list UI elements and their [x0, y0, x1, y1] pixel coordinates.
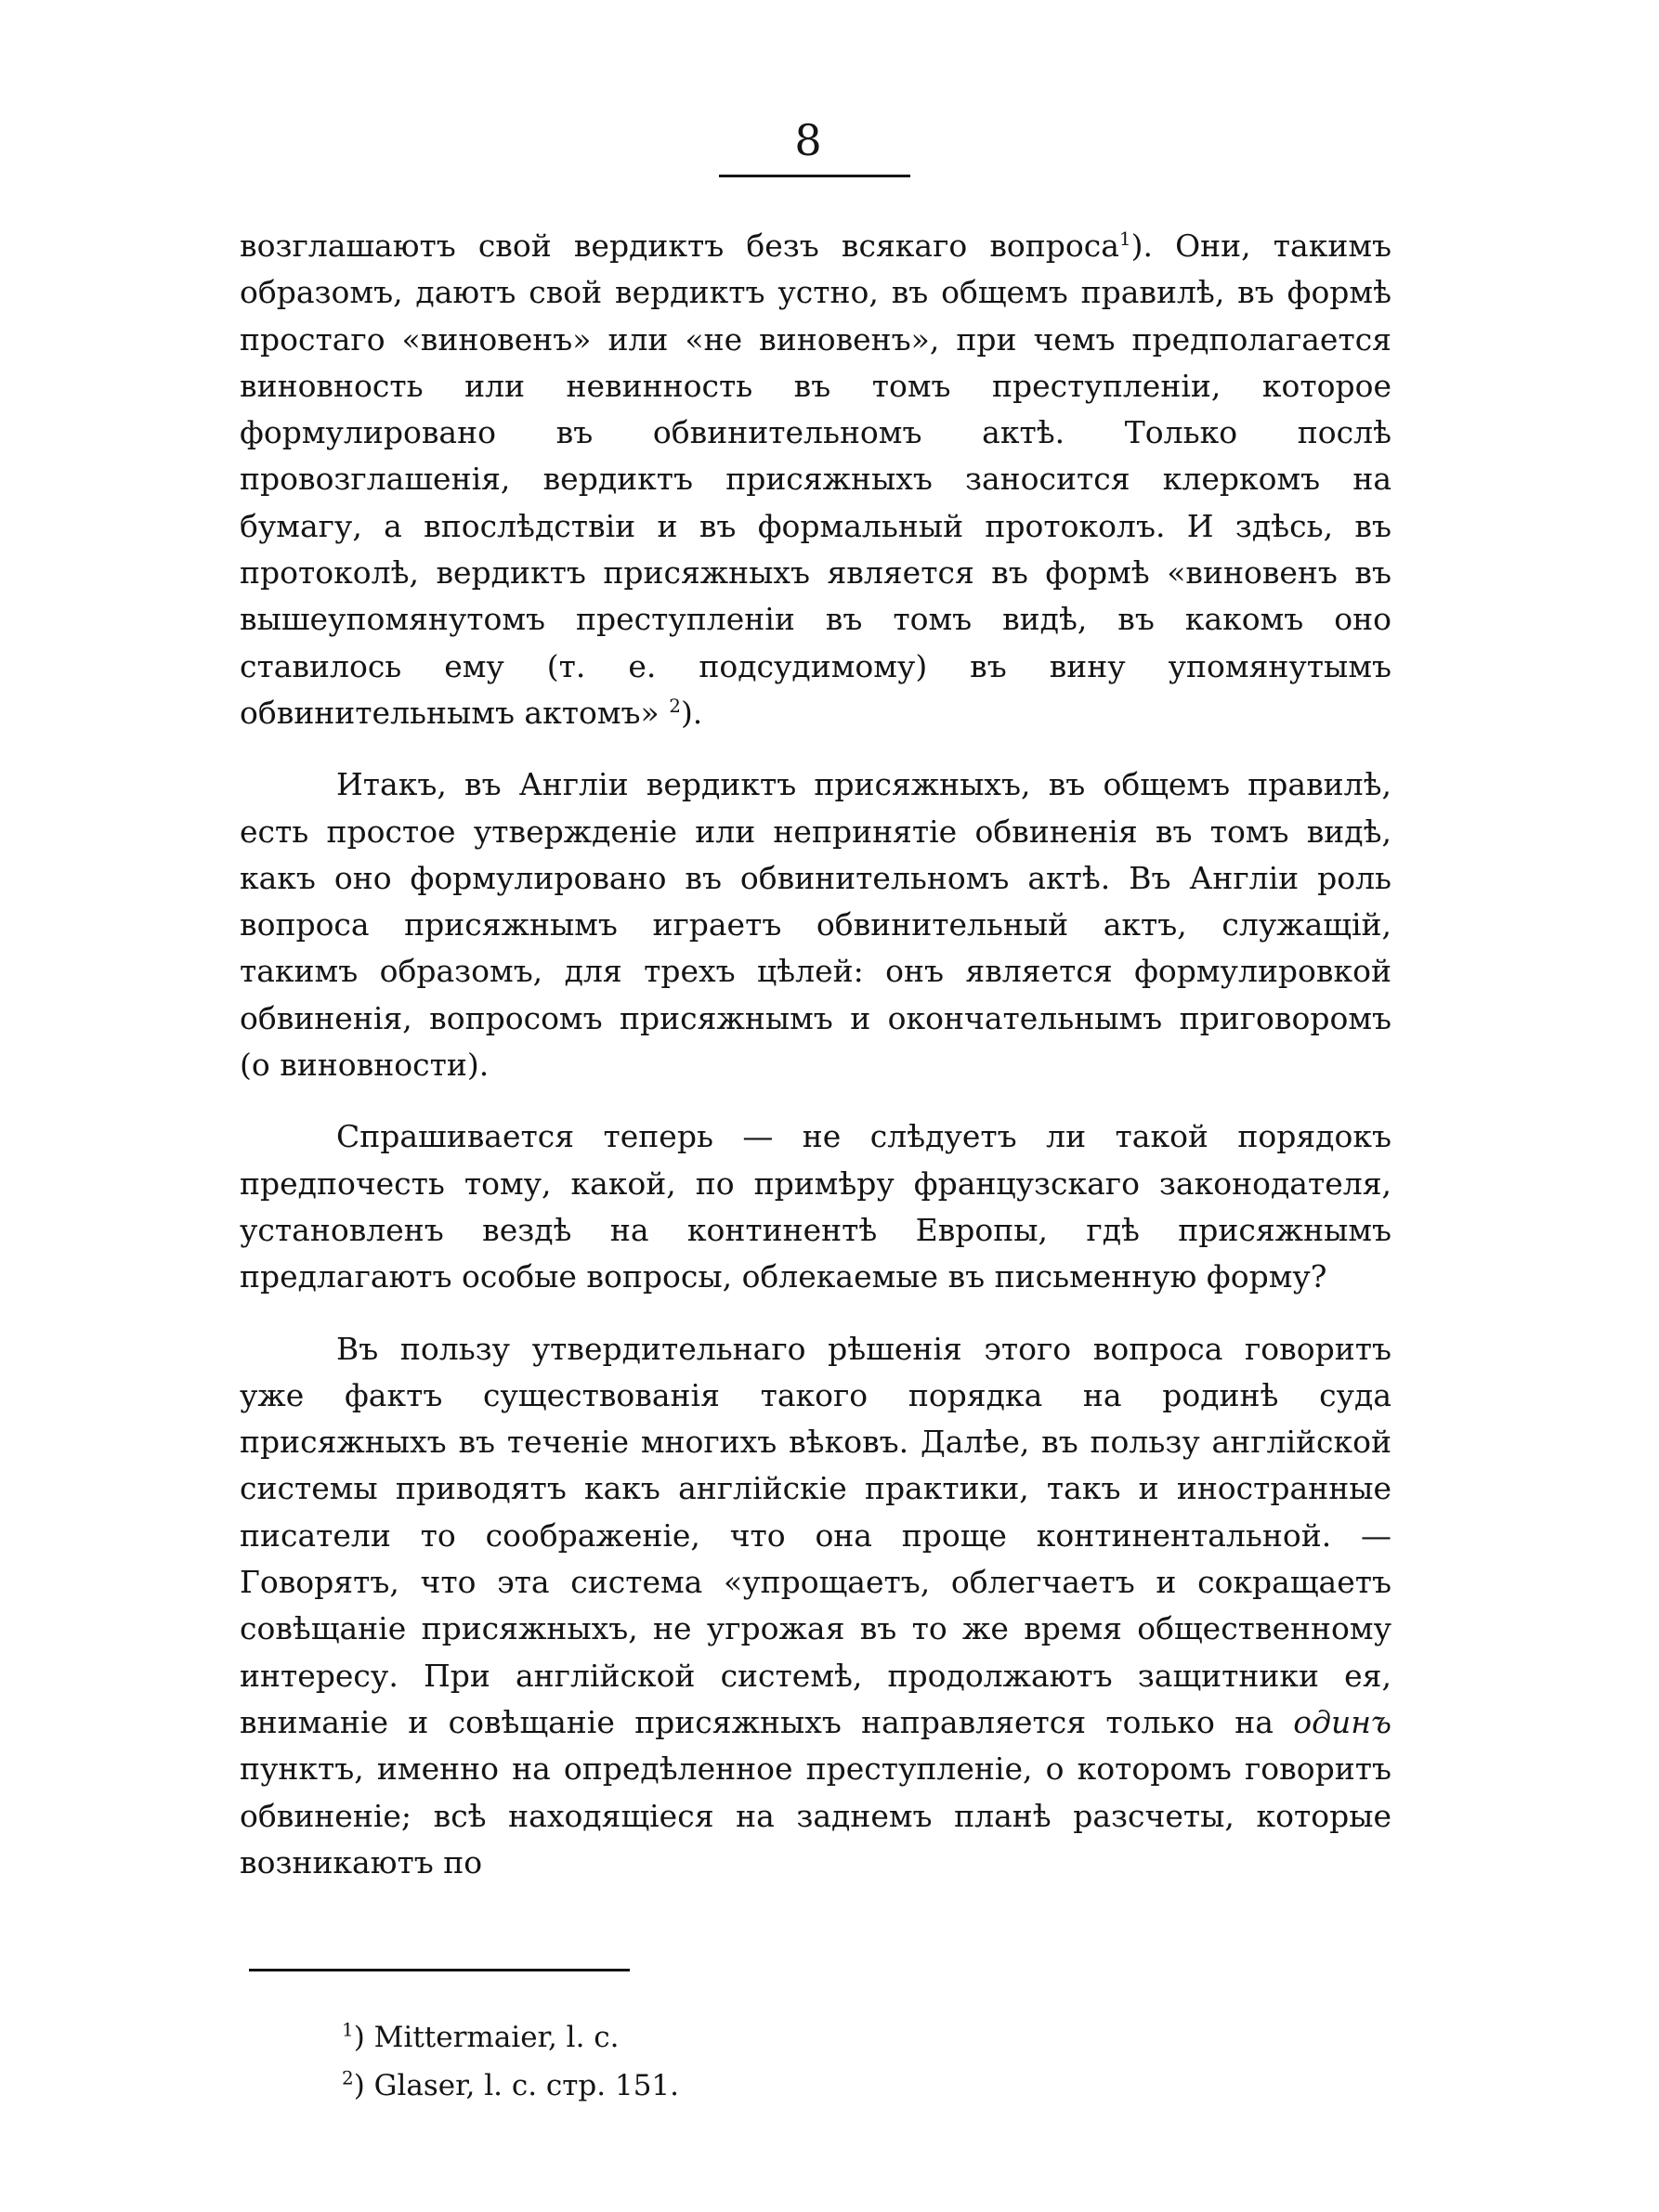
paragraph-1 [240, 223, 1391, 736]
paragraph-4 [240, 1326, 1391, 1887]
footnote-1-text: ) Mittermaier, l. c. [353, 2021, 620, 2054]
paragraph-2: Итакъ, въ Англіи вердиктъ присяжныхъ, въ общемъ правилѣ, есть простое утвержденіе или непринятіе обвиненія въ томъ видѣ, какъ оно формулировано въ обвинительномъ актѣ. Въ Англіи роль вопроса присяжнымъ играетъ обвинительный актъ, служащій, такимъ образомъ, для трехъ цѣлей: онъ является формулировкой обвиненія, вопросомъ присяжнымъ и окончательнымъ приговоромъ (о виновности). [240, 766, 1391, 1084]
footnote-2-text: ) Glaser, l. c. стр. 151. [353, 2069, 679, 2102]
header-rule [719, 175, 910, 177]
footnote-1 [342, 2013, 1178, 2062]
paragraph-1-text-c: ). [680, 694, 703, 731]
footnote-rule [249, 1969, 630, 1971]
paragraph-4-text-a: Въ пользу утвердительнаго рѣшенія этого вопроса говоритъ уже фактъ существованія такого порядка на родинѣ суда присяжныхъ въ теченіе многихъ вѣковъ. Далѣе, въ пользу англійской системы приводятъ какъ англійскіе практики, такъ и иностранные писатели то соображеніе, что она проще континентальной. — Говорятъ, что эта система «упрощаетъ, облегчаетъ и сокращаетъ совѣщаніе присяжныхъ, не угрожая въ то же время общественному интересу. При англійской системѣ, продолжаютъ защитники ея, вниманіе и совѣщаніе присяжныхъ направляется только на [240, 1330, 1391, 1740]
emphasized-word: одинъ [1293, 1703, 1391, 1740]
paragraph-1-text-a: возглашаютъ свой вердиктъ безъ всякаго вопроса [240, 228, 1119, 264]
paragraph-1-text-b: ). Они, такимъ образомъ, даютъ свой вердиктъ устно, въ общемъ правилѣ, въ формѣ простаго «виновенъ» или «не виновенъ», при чемъ предполагается виновность или невинность въ томъ преступленіи, которое формулировано въ обвинительномъ актѣ. Только послѣ провозглашенія, вердиктъ присяжныхъ заносится клеркомъ на бумагу, а впослѣдствіи и въ формальный протоколъ. И здѣсь, въ протоколѣ, вердиктъ присяжныхъ является въ формѣ «виновенъ въ вышеупомянутомъ преступленіи въ томъ видѣ, въ какомъ оно ставилось ему (т. е. подсудимому) въ вину упомянутымъ обвинительнымъ актомъ» [240, 228, 1391, 731]
paragraph-3: Спрашивается теперь — не слѣдуетъ ли такой порядокъ предпочесть тому, какой, по примѣру французскаго законодателя, установленъ вездѣ на континентѣ Европы, гдѣ присяжнымъ предлагаютъ особые вопросы, облекаемые въ письменную форму? [240, 1118, 1391, 1295]
footnote-1-mark: 1 [342, 2018, 354, 2041]
footnote-2 [342, 2062, 1178, 2110]
footnote-ref-1: 1 [1118, 228, 1131, 250]
body-text [240, 223, 1391, 1886]
footnote-2-mark: 2 [342, 2066, 354, 2089]
footnote-ref-2: 2 [669, 694, 681, 717]
footnotes [342, 2013, 1178, 2110]
page-number: 8 [794, 115, 822, 165]
paragraph-4-text-b: пунктъ, именно на опредѣленное преступленіе, о которомъ говоритъ обвиненіе; всѣ находящіеся на заднемъ планѣ разсчеты, которые возникаютъ по [240, 1750, 1391, 1880]
